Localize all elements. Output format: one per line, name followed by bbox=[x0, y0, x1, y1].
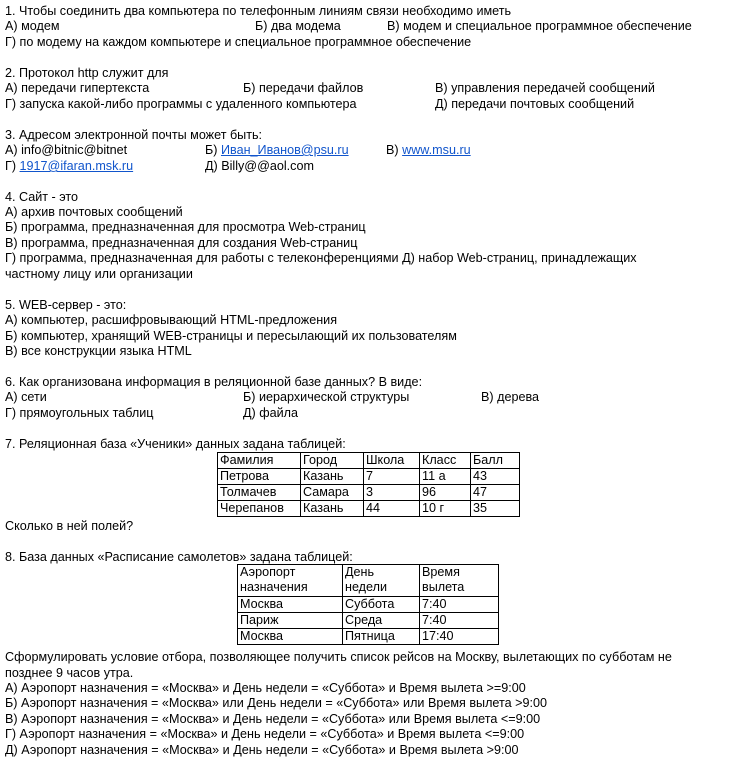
q3-question: 3. Адресом электронной почты может быть: bbox=[5, 128, 263, 142]
table-header-cell: Балл bbox=[471, 453, 520, 469]
table-header-row bbox=[238, 565, 499, 597]
header-line: Время bbox=[422, 565, 460, 579]
q7-followup: Сколько в ней полей? bbox=[5, 519, 134, 533]
table-row bbox=[218, 485, 520, 501]
table-cell: 10 г bbox=[420, 501, 471, 517]
q3-option-b-prefix: Б) bbox=[205, 143, 221, 157]
q8-option-d: Д) Аэропорт назначения = «Москва» и День недели = «Суббота» и Время вылета >9:00 bbox=[5, 743, 519, 757]
table-cell: 7:40 bbox=[420, 613, 499, 629]
table-cell: Черепанов bbox=[218, 501, 301, 517]
table-cell: 35 bbox=[471, 501, 520, 517]
q5-question: 5. WEB-сервер - это: bbox=[5, 298, 127, 312]
q1-option-b: Б) два модема bbox=[255, 19, 341, 33]
q6-option-a: А) сети bbox=[5, 390, 47, 404]
q8-option-v: В) Аэропорт назначения = «Москва» и День недели = «Суббота» или Время вылета <=9:00 bbox=[5, 712, 541, 726]
header-line: День bbox=[345, 565, 375, 579]
table-row bbox=[238, 613, 499, 629]
q3-option-g bbox=[5, 159, 133, 174]
table-row bbox=[218, 469, 520, 485]
table-header-cell: Класс bbox=[420, 453, 471, 469]
q3-option-v-prefix: В) bbox=[386, 143, 403, 157]
q1-question: 1. Чтобы соединить два компьютера по телефонным линиям связи необходимо иметь bbox=[5, 4, 512, 18]
q8-option-b: Б) Аэропорт назначения = «Москва» или День недели = «Суббота» или Время вылета >9:00 bbox=[5, 696, 548, 710]
q3-option-b bbox=[205, 143, 349, 158]
q4-question: 4. Сайт - это bbox=[5, 190, 79, 204]
table-header-cell bbox=[343, 565, 420, 597]
q5-option-v: В) все конструкции языка HTML bbox=[5, 344, 192, 358]
table-cell: Суббота bbox=[343, 597, 420, 613]
table-cell: 3 bbox=[364, 485, 420, 501]
q1-option-v: В) модем и специальное программное обеспечение bbox=[387, 19, 692, 33]
q5-option-b: Б) компьютер, хранящий WEB-страницы и пересылающий их пользователям bbox=[5, 329, 457, 343]
table-cell: Толмачев bbox=[218, 485, 301, 501]
q3-option-a: А) info@bitnic@bitnet bbox=[5, 143, 128, 157]
q6-option-b: Б) иерархической структуры bbox=[243, 390, 410, 404]
table-cell: 96 bbox=[420, 485, 471, 501]
header-line: недели bbox=[345, 580, 387, 594]
q8-option-a: А) Аэропорт назначения = «Москва» и День недели = «Суббота» и Время вылета >=9:00 bbox=[5, 681, 526, 695]
q4-option-b: Б) программа, предназначенная для просмотра Web-страниц bbox=[5, 220, 366, 234]
q3-option-g-prefix: Г) bbox=[5, 159, 20, 173]
table-cell: 7:40 bbox=[420, 597, 499, 613]
q5-option-a: А) компьютер, расшифровывающий HTML-предложения bbox=[5, 313, 338, 327]
table-cell: Пятница bbox=[343, 629, 420, 645]
table-cell: 11 а bbox=[420, 469, 471, 485]
table-row bbox=[238, 597, 499, 613]
table-cell: 7 bbox=[364, 469, 420, 485]
q6-question: 6. Как организована информация в реляционной базе данных? В виде: bbox=[5, 375, 423, 389]
table-cell: 44 bbox=[364, 501, 420, 517]
table-cell: Казань bbox=[301, 469, 364, 485]
q6-option-g: Г) прямоугольных таблиц bbox=[5, 406, 154, 420]
table-header-cell bbox=[420, 565, 499, 597]
q4-option-a: А) архив почтовых сообщений bbox=[5, 205, 183, 219]
q4-option-g-line2: частному лицу или организации bbox=[5, 267, 193, 281]
q6-option-v: В) дерева bbox=[481, 390, 540, 404]
q3-web-link[interactable]: www.msu.ru bbox=[402, 143, 471, 157]
table-cell: 43 bbox=[471, 469, 520, 485]
table-header-cell: Фамилия bbox=[218, 453, 301, 469]
table-header-cell: Город bbox=[301, 453, 364, 469]
q8-task-line1: Сформулировать условие отбора, позволяющее получить список рейсов на Москву, вылетающих по субботам не bbox=[5, 650, 672, 664]
q3-option-v bbox=[386, 143, 471, 158]
header-line: вылета bbox=[422, 580, 465, 594]
q1-option-g: Г) по модему на каждом компьютере и специальное программное обеспечение bbox=[5, 35, 472, 49]
q6-option-d: Д) файла bbox=[243, 406, 298, 420]
table-cell: 17:40 bbox=[420, 629, 499, 645]
table-cell: 47 bbox=[471, 485, 520, 501]
table-cell: Казань bbox=[301, 501, 364, 517]
table-cell: Среда bbox=[343, 613, 420, 629]
flights-table bbox=[237, 564, 499, 645]
q8-task-line2: позднее 9 часов утра. bbox=[5, 666, 134, 680]
q4-option-v: В) программа, предназначенная для создания Web-страниц bbox=[5, 236, 358, 250]
table-header-row bbox=[218, 453, 520, 469]
q2-question: 2. Протокол http служит для bbox=[5, 66, 169, 80]
header-line: Аэропорт bbox=[240, 565, 296, 579]
header-line: назначения bbox=[240, 580, 308, 594]
students-table bbox=[217, 452, 520, 517]
table-cell: Самара bbox=[301, 485, 364, 501]
table-header-cell bbox=[238, 565, 343, 597]
table-row bbox=[238, 629, 499, 645]
q2-option-v: В) управления передачей сообщений bbox=[435, 81, 655, 95]
q2-option-d: Д) передачи почтовых сообщений bbox=[435, 97, 635, 111]
q4-option-g-line1: Г) программа, предназначенная для работы с телеконференциями Д) набор Web-страниц, принадлежащих bbox=[5, 251, 637, 265]
table-header-cell: Школа bbox=[364, 453, 420, 469]
q3-ifaran-link[interactable]: 1917@ifaran.msk.ru bbox=[19, 159, 134, 173]
q8-question: 8. База данных «Расписание самолетов» задана таблицей: bbox=[5, 550, 353, 564]
q2-option-b: Б) передачи файлов bbox=[243, 81, 364, 95]
q1-option-a: А) модем bbox=[5, 19, 60, 33]
q3-option-d: Д) Billy@@aol.com bbox=[205, 159, 314, 173]
q8-option-g: Г) Аэропорт назначения = «Москва» и День недели = «Суббота» и Время вылета <=9:00 bbox=[5, 727, 525, 741]
table-row bbox=[218, 501, 520, 517]
q2-option-a: А) передачи гипертекста bbox=[5, 81, 150, 95]
q7-question: 7. Реляционная база «Ученики» данных задана таблицей: bbox=[5, 437, 346, 451]
table-cell: Париж bbox=[238, 613, 343, 629]
q3-email-link[interactable]: Иван_Иванов@psu.ru bbox=[220, 143, 349, 157]
table-cell: Москва bbox=[238, 629, 343, 645]
table-cell: Петрова bbox=[218, 469, 301, 485]
table-cell: Москва bbox=[238, 597, 343, 613]
q2-option-g: Г) запуска какой-либо программы с удаленного компьютера bbox=[5, 97, 357, 111]
